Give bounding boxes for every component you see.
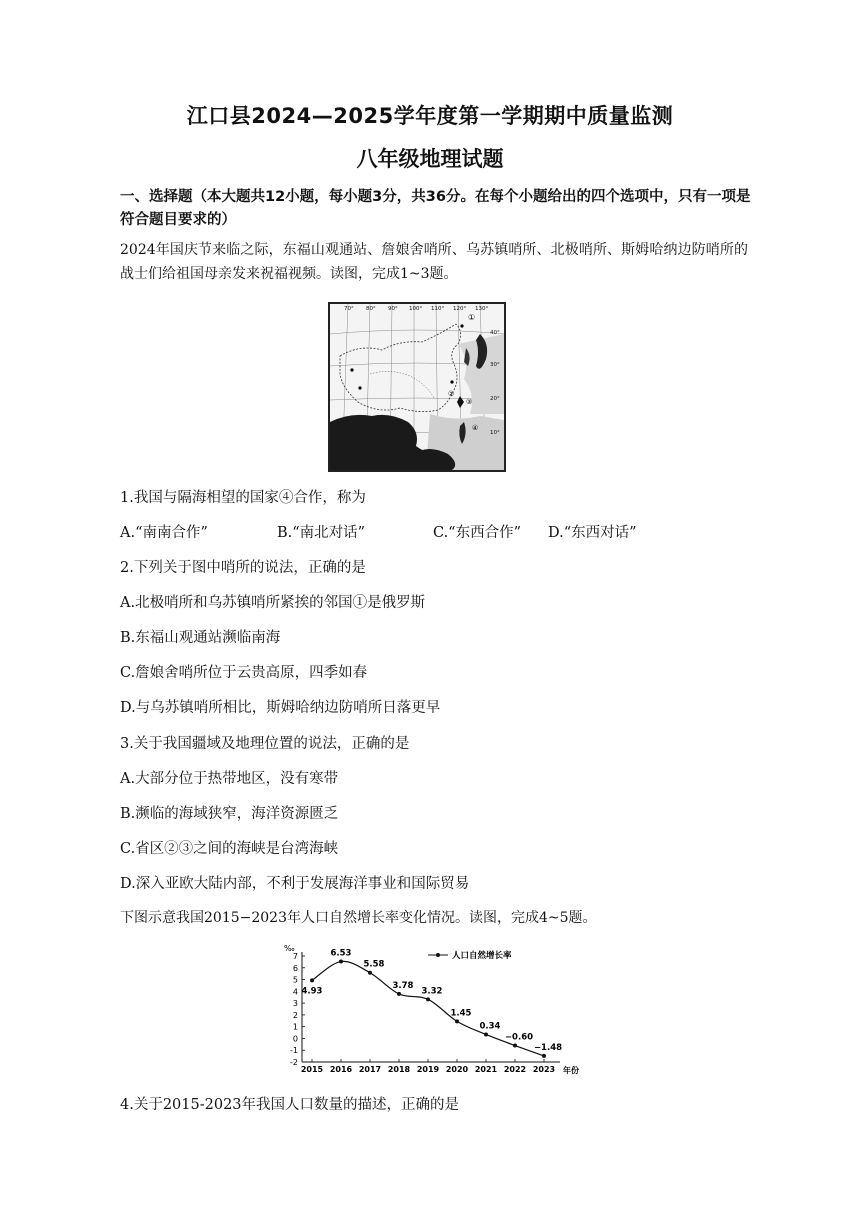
intro-paragraph-1: 2024年国庆节来临之际，东福山观通站、詹娘舍哨所、乌苏镇哨所、北极哨所、斯姆哈纳边防哨所的战士们给祖国母亲发来祝福视频。读图，完成1~3题。 xyxy=(120,242,748,282)
x-tick-label: 2017 xyxy=(358,1065,382,1074)
data-label: 3.32 xyxy=(421,986,443,997)
q2-stem: 2.下列关于图中哨所的说法，正确的是 xyxy=(120,560,366,576)
y-tick-label: -2 xyxy=(290,1058,298,1067)
q1-option-b: B.“南北对话” xyxy=(277,525,366,541)
q1-option-c: C.“东西合作” xyxy=(433,525,522,541)
x-tick-label: 2021 xyxy=(474,1065,498,1074)
lon-label: 90° xyxy=(388,306,398,312)
data-label: 6.53 xyxy=(330,948,352,959)
legend-label: 人口自然增长率 xyxy=(452,951,512,961)
outpost-marker xyxy=(450,380,453,383)
q3-stem: 3.关于我国疆域及地理位置的说法，正确的是 xyxy=(120,736,410,752)
q3-option-d: D.深入亚欧大陆内部，不利于发展海洋事业和国际贸易 xyxy=(120,876,470,892)
y-tick-label: 5 xyxy=(292,975,298,985)
data-label: 0.34 xyxy=(479,1021,501,1032)
data-label: −0.60 xyxy=(504,1032,534,1043)
y-axis-unit: ‰ xyxy=(284,944,295,953)
q2-option-a: A.北极哨所和乌苏镇哨所紧挨的邻国①是俄罗斯 xyxy=(120,595,426,611)
y-tick-label: 4 xyxy=(292,987,298,997)
outpost-marker xyxy=(350,368,353,371)
map-point-label: ② xyxy=(448,390,455,398)
x-tick-label: 2019 xyxy=(416,1065,440,1074)
data-point xyxy=(397,992,401,996)
q2-option-d: D.与乌苏镇哨所相比，斯姆哈纳边防哨所日落更早 xyxy=(120,700,441,716)
chart-legend xyxy=(428,950,512,961)
data-label: 5.58 xyxy=(363,959,385,970)
map-point-label: ③ xyxy=(466,398,473,406)
data-point xyxy=(368,971,372,975)
x-tick-label: 2018 xyxy=(387,1065,411,1074)
q3-option-c: C.省区②③之间的海峡是台湾海峡 xyxy=(120,841,339,857)
lat-label: 10° xyxy=(490,430,500,436)
data-label: 1.45 xyxy=(450,1008,472,1019)
y-tick-label: 0 xyxy=(292,1034,298,1044)
lon-label: 130° xyxy=(475,306,489,312)
asia-map-figure xyxy=(328,302,506,472)
x-tick-label: 2023 xyxy=(532,1065,556,1074)
exam-title: 江口县2024—2025学年度第一学期期中质量监测 xyxy=(186,104,674,128)
q3-option-a: A.大部分位于热带地区，没有寒带 xyxy=(120,771,339,787)
map-point-label: ① xyxy=(468,313,476,322)
q1-option-d: D.“东西对话” xyxy=(548,525,637,541)
lon-label: 100° xyxy=(409,306,423,312)
chart-svg xyxy=(278,942,583,1077)
lon-label: 80° xyxy=(366,306,376,312)
x-tick-label: 2022 xyxy=(503,1065,527,1074)
y-tick-label: 3 xyxy=(292,999,298,1009)
data-label: 4.93 xyxy=(301,986,323,997)
map-point-label: ④ xyxy=(472,424,479,432)
y-tick-label: -1 xyxy=(290,1046,298,1056)
q3-option-b: B.濒临的海域狭窄，海洋资源匮乏 xyxy=(120,806,339,822)
data-point xyxy=(310,978,314,982)
y-tick-label: 2 xyxy=(292,1010,298,1020)
intro-paragraph-2: 下图示意我国2015−2023年人口自然增长率变化情况。读图，完成4~5题。 xyxy=(120,910,597,926)
lon-label: 120° xyxy=(453,306,467,312)
data-point xyxy=(339,960,343,964)
data-label: 3.78 xyxy=(392,980,414,991)
y-tick-label: 6 xyxy=(292,963,298,973)
lat-label: 20° xyxy=(490,396,500,402)
data-label: −1.48 xyxy=(533,1042,563,1053)
legend-marker xyxy=(436,953,440,957)
y-tick-label: 1 xyxy=(292,1022,298,1032)
y-tick-label: 7 xyxy=(292,952,298,961)
section-heading: 一、选择题（本大题共12小题，每小题3分，共36分。在每个小题给出的四个选项中，只有一项是符合题目要求的） xyxy=(120,189,751,228)
x-tick-label: 2016 xyxy=(329,1065,353,1074)
q4-stem: 4.关于2015-2023年我国人口数量的描述，正确的是 xyxy=(120,1097,460,1113)
lon-label: 70° xyxy=(344,306,354,312)
lat-label: 30° xyxy=(490,362,500,368)
data-point xyxy=(426,997,430,1001)
data-point xyxy=(513,1044,517,1048)
x-tick-label: 2020 xyxy=(445,1065,469,1074)
lon-label: 110° xyxy=(431,306,445,312)
data-point xyxy=(484,1032,488,1036)
exam-subtitle: 八年级地理试题 xyxy=(356,147,504,171)
map-drawing xyxy=(330,304,504,470)
q2-option-c: C.詹娘舍哨所位于云贵高原，四季如春 xyxy=(120,665,368,681)
outpost-marker xyxy=(358,386,361,389)
outpost-marker xyxy=(460,324,463,327)
x-tick-label: 2015 xyxy=(300,1065,324,1074)
data-point xyxy=(455,1019,459,1023)
q1-option-a: A.“南南合作” xyxy=(120,525,208,541)
x-axis-label: 年份 xyxy=(563,1066,579,1075)
lat-label: 40° xyxy=(490,330,500,336)
data-point xyxy=(542,1054,546,1058)
population-growth-chart xyxy=(278,942,583,1077)
q1-stem: 1.我国与隔海相望的国家④合作，称为 xyxy=(120,490,366,506)
q2-option-b: B.东福山观通站濒临南海 xyxy=(120,630,281,646)
